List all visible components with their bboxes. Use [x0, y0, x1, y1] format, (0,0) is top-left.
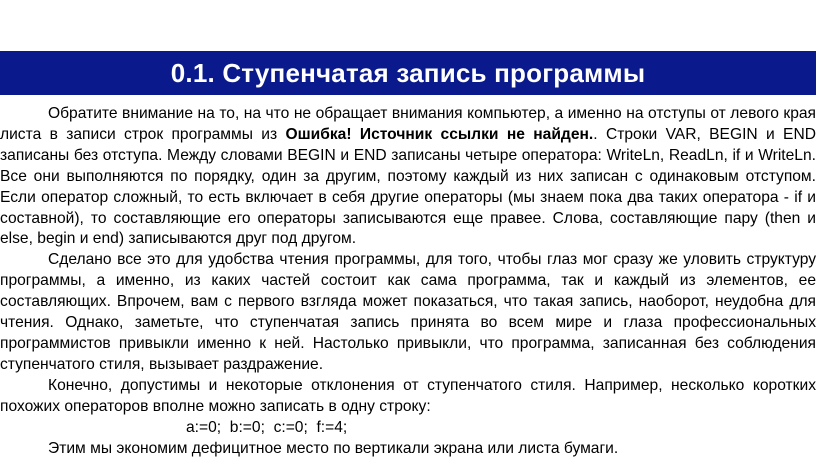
title-bar [0, 51, 816, 95]
paragraph-1-text-end: . Строки VAR, BEGIN и END записаны без отступа. Между словами BEGIN и END записаны четыре оператора: WriteLn, ReadLn, if и WriteLn. Все они выполняются по порядку, один за другим, поэтому каждый из них записан с одинаковым отступом. Если оператор сложный, то есть включает в себя другие операторы (мы знаем пока два таких оператора - if и составной), то составляющие его операторы записываются еще правее. Слова, составляющие пару (then и else, begin и end) записываются друг под другом. [0, 125, 816, 248]
code-example-line: a:=0; b:=0; c:=0; f:=4; [186, 418, 348, 436]
paragraph-4: Этим мы экономим дефицитное место по вертикали экрана или листа бумаги. [48, 439, 619, 457]
paragraph-1-text-start: Обратите внимание на то, на что не обращает внимания компьютер, а именно на отступы от левого края листа в записи строк программы из [0, 105, 816, 143]
paragraph-1 [0, 104, 816, 250]
page-title: 0.1. Ступенчатая запись программы [170, 57, 646, 88]
paragraph-2: Сделано все это для удобства чтения программы, для того, чтобы глаз мог сразу же уловить структуру программы, а именно, из каких частей состоит как сама программа, так и каждый из элементов, ее составляющих. Впрочем, вам с первого взгляда может показаться, что такая запись, наоборот, неудобна для чтения. Однако, заметьте, что ступенчатая запись принята во всем мире и глаза профессиональных программистов привыкли именно к ней. Настолько привыкли, что программа, записанная без соблюдения ступенчатого стиля, вызывает раздражение. [0, 251, 816, 373]
broken-reference-error: Ошибка! Источник ссылки не найден. [285, 125, 594, 143]
document-body [0, 104, 816, 459]
paragraph-3: Конечно, допустимы и некоторые отклонения от ступенчатого стиля. Например, несколько коротких похожих операторов вполне можно записать в одну строку: [0, 376, 816, 415]
